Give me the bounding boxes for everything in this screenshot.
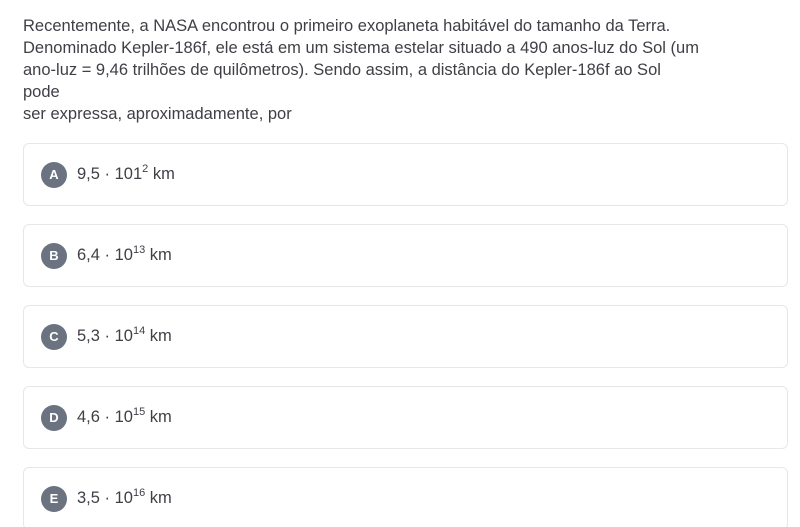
answer-options (23, 143, 788, 527)
option-unit: km (145, 408, 172, 426)
option-unit: km (148, 165, 175, 183)
option-text (77, 489, 172, 508)
option-letter-badge: C (41, 324, 67, 350)
question-line: Recentemente, a NASA encontrou o primeiro exoplaneta habitável do tamanho da Terra. (23, 17, 671, 35)
question-line: pode (23, 83, 60, 101)
option-unit: km (145, 489, 172, 507)
question-line: ano-luz = 9,46 trilhões de quilômetros). Sendo assim, a distância do Kepler-186f ao Sol (23, 61, 661, 79)
option-text (77, 246, 172, 265)
option-text (77, 327, 172, 346)
question-line: ser expressa, aproximadamente, por (23, 105, 292, 123)
option-exponent: 16 (132, 487, 146, 499)
option-mantissa: 6,4 · 10 (77, 246, 133, 264)
question-text (23, 15, 793, 125)
option-a[interactable] (23, 143, 788, 206)
option-letter-badge: B (41, 243, 67, 269)
option-c[interactable] (23, 305, 788, 368)
option-e[interactable] (23, 467, 788, 527)
option-mantissa: 5,3 · 10 (77, 327, 133, 345)
option-exponent: 14 (132, 325, 146, 337)
option-b[interactable] (23, 224, 788, 287)
option-unit: km (145, 327, 172, 345)
option-d[interactable] (23, 386, 788, 449)
option-text (77, 408, 172, 427)
option-exponent: 15 (132, 406, 146, 418)
option-text (77, 165, 175, 184)
option-letter-badge: D (41, 405, 67, 431)
question-line: Denominado Kepler-186f, ele está em um sistema estelar situado a 490 anos-luz do Sol (um (23, 39, 699, 57)
option-mantissa: 3,5 · 10 (77, 489, 133, 507)
option-mantissa: 9,5 · 101 (77, 165, 143, 183)
option-exponent: 2 (142, 163, 149, 175)
option-letter-badge: A (41, 162, 67, 188)
option-mantissa: 4,6 · 10 (77, 408, 133, 426)
option-exponent: 13 (132, 244, 146, 256)
option-letter-badge: E (41, 486, 67, 512)
option-unit: km (145, 246, 172, 264)
